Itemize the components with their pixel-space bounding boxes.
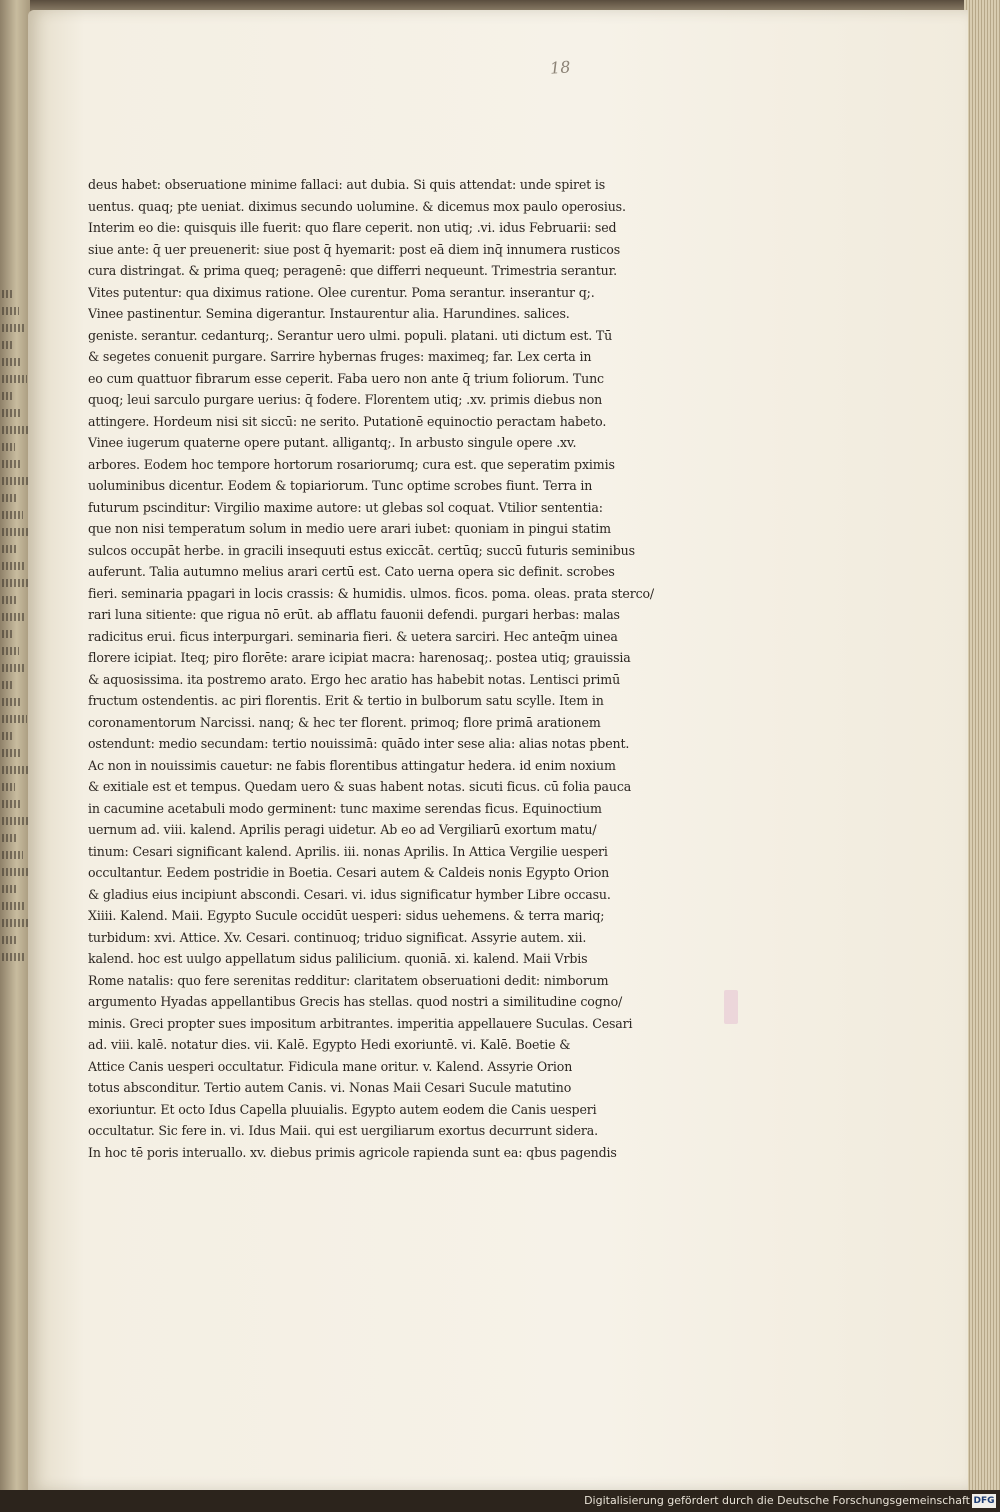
text-line: coronamentorum Narcissi. nanq; & hec ter florent. primoq; flore primā arationem xyxy=(88,714,601,730)
facing-page-text-fragment xyxy=(2,834,16,842)
text-line: Vinee iugerum quaterne opere putant. alligantq;. In arbusto singule opere .xv. xyxy=(88,435,577,450)
facing-page-text-fragment xyxy=(2,562,24,570)
facing-page-text-fragment xyxy=(2,885,17,893)
facing-page-text-fragment xyxy=(2,783,15,791)
book-fore-edge xyxy=(964,0,1000,1490)
facing-page-text-fragment xyxy=(2,511,23,519)
text-line: In hoc tē poris interuallo. xv. diebus primis agricole rapienda sunt ea: qbus pagendis xyxy=(88,1144,617,1160)
text-line: uentus. quaq; pte ueniat. diximus secundo uolumine. & dicemus mox paulo operosius. xyxy=(88,198,626,214)
facing-page-text-fragment xyxy=(2,290,12,298)
facing-page-text-fragment xyxy=(2,749,21,757)
facing-page-text-fragment xyxy=(2,375,27,383)
facing-page-text-fragment xyxy=(2,851,23,859)
facing-page-text-fragment xyxy=(2,766,28,774)
facing-page-text-fragment xyxy=(2,613,25,621)
text-line: ad. viii. kalē. notatur dies. vii. Kalē. Egypto Hedi exoriuntē. vi. Kalē. Boetie & xyxy=(88,1037,571,1052)
text-line: turbidum: xvi. Attice. Xv. Cesari. continuoq; triduo significat. Assyrie autem. xii. xyxy=(88,929,587,945)
text-line: fieri. seminaria ppagari in locis crassis: & humidis. ulmos. ficos. poma. oleas. prata sterco/ xyxy=(88,585,655,601)
facing-page-text-fragment xyxy=(2,579,30,587)
text-line: Attice Canis uesperi occultatur. Fidicula mane oritur. v. Kalend. Assyrie Orion xyxy=(88,1058,573,1074)
dfg-logo: DFG xyxy=(973,1496,995,1506)
text-line: Vites putentur: qua diximus ratione. Olee curentur. Poma serantur. inserantur q;. xyxy=(88,284,595,300)
text-line: Ac non in nouissimis cauetur: ne fabis florentibus attingatur hedera. id enim noxium xyxy=(88,757,616,773)
text-line: occultantur. Eedem postridie in Boetia. Cesari autem & Caldeis nonis Egypto Orion xyxy=(88,865,610,880)
facing-page-text-fragment xyxy=(2,681,13,689)
text-line: minis. Greci propter sues impositum arbitrantes. imperitia appellauere Suculas. Cesari xyxy=(88,1015,633,1031)
text-line: fructum ostendentis. ac piri florentis. Erit & tertio in bulborum satu scylle. Item in xyxy=(88,693,604,708)
facing-page-text-fragment xyxy=(2,936,18,944)
text-line: argumento Hyadas appellantibus Grecis has stellas. quod nostri a similitudine cogno/ xyxy=(88,994,623,1009)
text-line: Rome natalis: quo fere serenitas redditur: claritatem obseruationi dedit: nimborum xyxy=(88,972,609,988)
text-line: arbores. Eodem hoc tempore hortorum rosariorumq; cura est. que seperatim pximis xyxy=(88,456,615,472)
facing-page-text-fragment xyxy=(2,324,26,332)
facing-page-text-fragment xyxy=(2,919,30,927)
facing-page-text-fragment xyxy=(2,953,25,961)
facing-page-text-fragment xyxy=(2,443,15,451)
facing-page-text-fragment xyxy=(2,868,30,876)
text-line: radicitus erui. ficus interpurgari. seminaria fieri. & uetera sarciri. Hec anteq̄m uinea xyxy=(88,628,618,644)
text-line: & exitiale est et tempus. Quedam uero & suas habent notas. sicuti ficus. cū folia pauca xyxy=(88,779,632,794)
facing-page-text-fragment xyxy=(2,460,22,468)
text-line: & segetes conuenit purgare. Sarrire hybernas fruges: maximeq; far. Lex certa in xyxy=(88,349,592,364)
facing-page-text-fragment xyxy=(2,902,24,910)
facing-page-text-fragment xyxy=(2,392,14,400)
text-line: florere icipiat. Iteq; piro florēte: arare icipiat macra: harenosaq;. postea utiq; grauissia xyxy=(88,650,631,665)
text-line: Interim eo die: quisquis ille fuerit: quo flare ceperit. non utiq; .vi. idus Februarii: sed xyxy=(88,220,617,235)
facing-page-text-fragment xyxy=(2,341,13,349)
facing-page-text-fragment xyxy=(2,528,30,536)
text-line: cura distringat. & prima queq; peragenē: que differri nequeunt. Trimestria serantur. xyxy=(88,263,617,278)
text-line: totus absconditur. Tertio autem Canis. vi. Nonas Maii Cesari Sucule matutino xyxy=(88,1080,572,1095)
text-line: attingere. Hordeum nisi sit siccū: ne serito. Putationē equinoctio peractam habeto. xyxy=(88,413,607,429)
text-line: sulcos occupāt herbe. in gracili insequuti estus exiccāt. certūq; succū futuris seminibus xyxy=(88,542,635,558)
text-line: exoriuntur. Et octo Idus Capella pluuialis. Egypto autem eodem die Canis uesperi xyxy=(88,1101,597,1117)
text-line: in cacumine acetabuli modo germinent: tunc maxime serendas ficus. Equinoctium xyxy=(88,800,602,816)
facing-page-edge xyxy=(0,0,30,1490)
facing-page-text-fragment xyxy=(2,426,28,434)
text-line: & aquosissima. ita postremo arato. Ergo hec aratio has habebit notas. Lentisci primū xyxy=(88,671,621,687)
facing-page-text-fragment xyxy=(2,307,19,315)
facing-page-text-fragment xyxy=(2,494,16,502)
facing-page-text-fragment xyxy=(2,477,29,485)
facing-page-text-fragment xyxy=(2,596,18,604)
text-line: uernum ad. viii. kalend. Aprilis peragi uidetur. Ab eo ad Vergiliarū exortum matu/ xyxy=(88,822,597,837)
paper-stain xyxy=(724,990,738,1024)
facing-page-text-fragment xyxy=(2,630,12,638)
text-line: rari luna sitiente: que rigua nō erūt. ab afflatu fauonii defendi. purgari herbas: malas xyxy=(88,607,620,622)
text-line: siue ante: q̄ uer preuenerit: siue post q̄ hyemarit: post eā diem inq̄ innumera rusticos xyxy=(88,241,621,257)
text-line: deus habet: obseruatione minime fallaci: aut dubia. Si quis attendat: unde spiret is xyxy=(88,177,606,192)
text-line: eo cum quattuor fibrarum esse ceperit. Faba uero non ante q̄ trium foliorum. Tunc xyxy=(88,370,604,386)
facing-page-text-fragment xyxy=(2,358,20,366)
facing-page-text-fragment xyxy=(2,698,20,706)
text-line: quoq; leui sarculo purgare uerius: q̄ fodere. Florentem utiq; .xv. primis diebus non xyxy=(88,392,603,407)
text-line: auferunt. Talia autumno melius arari certū est. Cato uerna opera sic definit. scrobes xyxy=(88,564,615,579)
facing-page-text-fragment xyxy=(2,409,21,417)
text-block xyxy=(88,174,728,1163)
facing-page-text-fragment xyxy=(2,800,22,808)
text-line: Xiiii. Kalend. Maii. Egypto Sucule occidūt uesperi: sidus uehemens. & terra mariq; xyxy=(88,908,605,923)
folio-number: 18 xyxy=(549,57,571,78)
text-line: uoluminibus dicentur. Eodem & topiariorum. Tunc optime scrobes fiunt. Terra in xyxy=(88,478,593,493)
funding-credit: Digitalisierung gefördert durch die Deutsche Forschungsgemeinschaft xyxy=(584,1494,970,1507)
text-line: & gladius eius incipiunt abscondi. Cesari. vi. idus significatur hymber Libre occasu. xyxy=(88,886,611,902)
text-line: occultatur. Sic fere in. vi. Idus Maii. qui est uergiliarum exortus decurrunt sidera. xyxy=(88,1123,598,1138)
text-line: Vinee pastinentur. Semina digerantur. Instaurentur alia. Harundines. salices. xyxy=(88,306,570,321)
facing-page-text-fragment xyxy=(2,545,17,553)
text-line: tinum: Cesari significant kalend. Aprilis. iii. nonas Aprilis. In Attica Vergilie uesperi xyxy=(88,843,608,859)
text-line: ostendunt: medio secundam: tertio nouissimā: quādo inter sese alia: alias notas pbent. xyxy=(88,736,630,751)
text-line: futurum pscinditur: Virgilio maxime autore: ut glebas sol coquat. Vtilior sententia: xyxy=(88,499,603,515)
text-line: geniste. serantur. cedanturq;. Serantur uero ulmi. populi. platani. uti dictum est. Tū xyxy=(88,327,613,343)
text-line: kalend. hoc est uulgo appellatum sidus palilicium. quoniā. xi. kalend. Maii Vrbis xyxy=(88,951,588,966)
text-line: que non nisi temperatum solum in medio uere arari iubet: quoniam in pingui statim xyxy=(88,521,611,536)
facing-page-text-fragment xyxy=(2,732,14,740)
facing-page-text-fragment xyxy=(2,664,26,672)
facing-page-text-fragment xyxy=(2,817,29,825)
facing-page-text-fragment xyxy=(2,647,19,655)
facing-page-text-fragment xyxy=(2,715,27,723)
